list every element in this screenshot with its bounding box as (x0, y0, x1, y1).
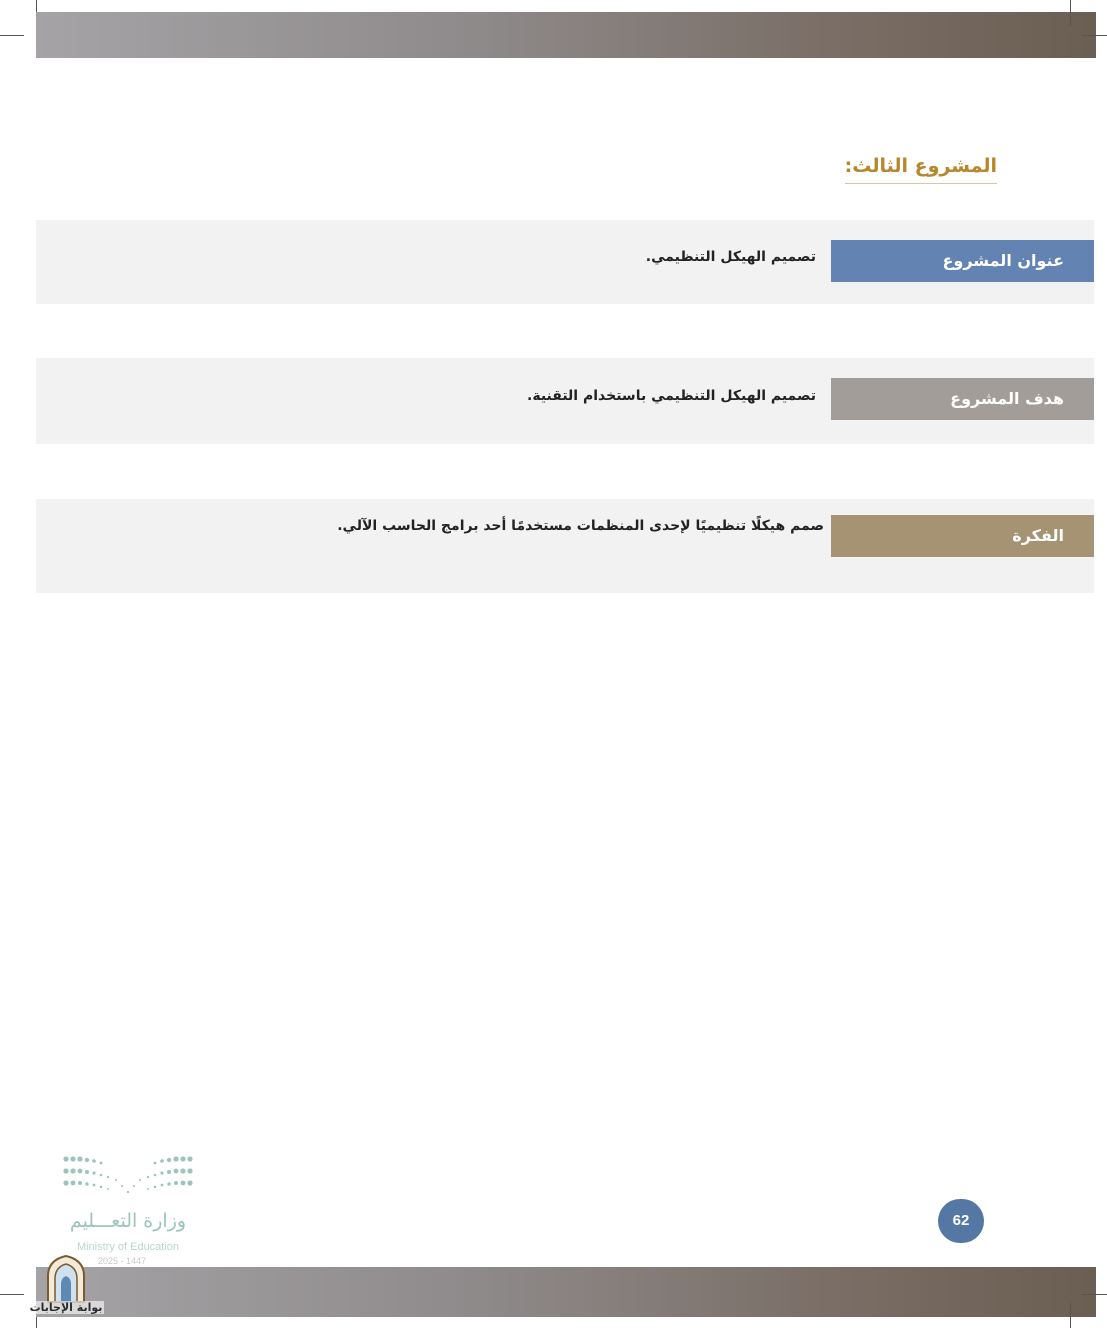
section-title: المشروع الثالث: (845, 155, 997, 184)
project-goal-text: تصميم الهيكل التنظيمي باستخدام التقنية. (527, 388, 816, 404)
ministry-logo (58, 1152, 203, 1270)
ministry-dots-icon (58, 1152, 198, 1202)
answers-gate-watermark (28, 1254, 104, 1320)
project-goal-label: هدف المشروع (831, 378, 1094, 420)
page-number-badge: 62 (938, 1199, 984, 1243)
ministry-name-arabic: وزارة التعـــليم (69, 1210, 187, 1232)
project-goal-row (36, 358, 1094, 444)
project-title-label: عنوان المشروع (831, 240, 1094, 282)
project-title-row (36, 220, 1094, 304)
crop-mark (0, 1294, 24, 1295)
project-title-text: تصميم الهيكل التنظيمي. (645, 249, 816, 265)
watermark-label: بوابة الإجابات (29, 1301, 103, 1314)
mosque-arch-icon (28, 1254, 104, 1304)
crop-mark (1070, 0, 1071, 26)
crop-mark (1070, 1303, 1071, 1328)
bottom-footer-band (36, 1267, 1096, 1317)
crop-mark (0, 35, 24, 36)
crop-mark (1082, 35, 1107, 36)
project-idea-row (36, 499, 1094, 593)
project-idea-text: صمم هيكلًا تنظيميًا لإحدى المنظمات مستخدمًا أحد برامج الحاسب الآلي. (337, 518, 824, 534)
ministry-name-english: Ministry of Education (76, 1241, 180, 1253)
project-idea-label: الفكرة (831, 515, 1094, 557)
ministry-year: 2025 - 1447 (98, 1256, 147, 1266)
crop-mark (36, 0, 37, 12)
top-header-band (36, 12, 1096, 58)
crop-mark (1082, 1294, 1107, 1295)
